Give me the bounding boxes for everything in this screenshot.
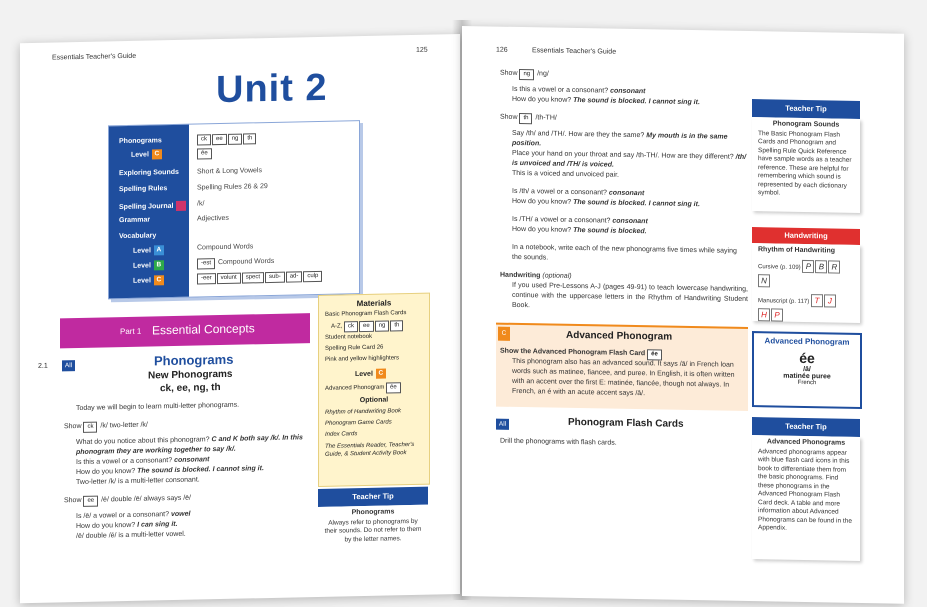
new-phonograms-list: ck, ee, ng, th [160, 382, 221, 395]
section-number: 2.1 [38, 362, 48, 370]
th-chip: th [519, 113, 532, 124]
materials-line-3: Spelling Rule Card 26 [325, 344, 384, 352]
th-question-2: Place your hand on your throat and say /th-TH/. How are they different? /th/ is unvoiced and /TH/ is voiced. [512, 149, 747, 169]
show-th-line: Show th /th-TH/ [500, 113, 557, 125]
teacher-tip-1-header: Teacher Tip [752, 99, 860, 119]
overview-level-b-label: Level B [133, 260, 164, 271]
overview-level-a-value: Compound Words [197, 243, 254, 252]
phonograms-heading: Phonograms [154, 351, 234, 369]
th-question-3: Is /th/ a vowel or a consonant? consonant [512, 187, 645, 198]
ck-chip: ck [83, 422, 97, 433]
phonogram-chip: ng [228, 134, 243, 145]
ee-question-2: How do you know? I can sing it. [76, 520, 178, 531]
overview-spelling-rules-value: Spelling Rules 26 & 29 [197, 183, 268, 192]
notebook-instruction: In a notebook, write each of the new phonograms five times while saying the sounds. [512, 243, 737, 262]
right-running-header: Essentials Teacher's Guide [532, 47, 617, 56]
th-question-6: How do you know? The sound is blocked. [512, 225, 647, 236]
overview-phonogram-chips [197, 133, 257, 145]
show-ee-line: Show ee /ē/ double /ē/ always says /ē/ [64, 494, 191, 508]
overview-level-c-phonogram: ée [197, 148, 213, 159]
advanced-show-line: Show the Advanced Phonogram Flash Card ée [500, 347, 663, 361]
handwriting-box-header: Handwriting [752, 227, 860, 245]
level-c-badge: C [154, 275, 164, 285]
ng-question-2: How do you know? The sound is blocked. I cannot sing it. [512, 95, 700, 107]
ck-question-3: How do you know? The sound is blocked. I cannot sing it. [76, 465, 264, 477]
materials-title: Materials [356, 298, 392, 309]
left-page-number: 125 [416, 46, 428, 54]
level-b-badge: B [154, 260, 164, 270]
banner-part-label: Part 1 [120, 326, 142, 337]
overview-phonograms-label: Phonograms [119, 137, 162, 146]
adv-card-glyph: ée [799, 349, 815, 367]
overview-journal-label: Spelling Journal [119, 201, 186, 212]
unit-overview-box [108, 120, 360, 299]
th-question-5: Is /TH/ a vowel or a consonant? consonant [512, 215, 648, 226]
advanced-phonogram-card [752, 331, 862, 409]
th-question-4: How do you know? The sound is blocked. I cannot sing it. [512, 197, 700, 209]
materials-optional-1: Rhythm of Handwriting Book [325, 408, 402, 416]
overview-exploring-label: Exploring Sounds [119, 168, 179, 178]
th-statement: This is a voiced and unvoiced pair. [512, 169, 620, 179]
show-ck-line: Show ck /k/ two-letter /k/ [64, 421, 148, 434]
materials-optional-2: Phonogram Game Cards [325, 419, 392, 427]
overview-spelling-rules-label: Spelling Rules [119, 185, 168, 194]
materials-level-label: Level C [355, 369, 386, 380]
show-ng-line: Show ng /ng/ [500, 69, 549, 81]
phonogram-chip: ee [212, 134, 227, 145]
phonogram-chip: th [243, 133, 256, 144]
overview-level-c-chips: -eer volunt spect sub- ad- culp [197, 271, 323, 285]
cursive-row-2: N [758, 274, 860, 289]
teacher-tip-2-header: Teacher Tip [752, 417, 860, 437]
cursive-row: Cursive (p. 109) P B R [758, 259, 860, 274]
left-running-header: Essentials Teacher's Guide [52, 52, 137, 62]
handwriting-box-title: Rhythm of Handwriting [758, 246, 835, 255]
materials-line-2: Student notebook [325, 333, 373, 341]
right-page [462, 26, 904, 604]
overview-level-a-label: Level A [133, 245, 164, 256]
handwriting-text: If you used Pre-Lessons A-J (pages 49-91) to teach lowercase handwriting, continue with the uppercase letters in the Rhythm of Handwriting Student Book. [512, 281, 748, 310]
ee-summary: /ē/ double /ē/ is a multi-letter vowel. [76, 530, 186, 541]
handwriting-box-body [752, 243, 860, 323]
advanced-level-c-badge: C [498, 327, 510, 341]
flash-cards-body: Drill the phonograms with flash cards. [500, 437, 617, 447]
overview-level-c2-label: Level C [133, 275, 164, 286]
th-question-1: Say /th/ and /TH/. How are they the same? My mouth is in the same position. [512, 129, 728, 148]
materials-optional-3: Index Cards [325, 431, 358, 438]
materials-line-4: Pink and yellow highlighters [325, 355, 400, 363]
teacher-tip-text: Always refer to phonograms by their sounds. Do not refer to them by the letter names. [324, 517, 422, 543]
teacher-tip-2-text: Advanced phonograms appear with blue flash card icons in this book to differentiate them from the basic phonograms. Find these phonograms in the Advanced Phonogram Flash Card deck. A table and more information about Advanced Phonograms can be found in the Appendix. [758, 447, 852, 532]
materials-optional-label: Optional [359, 396, 389, 405]
unit-title: Unit 2 [216, 66, 328, 112]
overview-vocabulary-label: Vocabulary [119, 232, 157, 241]
adv-card-title: Advanced Phonogram [764, 336, 850, 347]
ck-summary: Two-letter /k/ is a multi-letter consonant. [76, 476, 200, 487]
materials-optional-4: The Essentials Reader, Teacher's Guide, & Student Activity Book [325, 441, 415, 458]
level-c-badge: C [152, 149, 162, 159]
teacher-tip-1-body [752, 117, 860, 213]
adv-card-sound: /ā/ [803, 365, 811, 374]
teacher-tip-header: Teacher Tip [318, 487, 428, 507]
ng-chip: ng [519, 69, 534, 80]
materials-box [318, 293, 430, 487]
right-page-number: 126 [496, 46, 508, 54]
intro-text: Today we will begin to learn multi-letter phonograms. [76, 401, 240, 413]
adv-card-words: matinée puree [783, 372, 831, 381]
overview-grammar-value: Adjectives [197, 214, 229, 223]
teacher-tip-body [318, 505, 428, 551]
ck-question-2: Is this a vowel or a consonant? consonant [76, 456, 210, 467]
teacher-tip-2-title: Advanced Phonograms [766, 438, 846, 447]
advanced-phonogram-title: Advanced Phonogram [566, 329, 673, 343]
flash-all-badge: All [496, 419, 509, 430]
materials-line-1: Basic Phonogram Flash Cards [325, 310, 407, 318]
ee-chip: ee [83, 496, 98, 507]
manuscript-row-2: H P [758, 308, 860, 323]
phonogram-chip: ck [197, 134, 211, 145]
advanced-phonogram-section [496, 323, 748, 411]
handwriting-heading: Handwriting (optional) [500, 271, 572, 280]
materials-chips: A-Z, ck ee ng th [331, 320, 404, 333]
journal-icon [176, 201, 186, 211]
materials-advanced: Advanced Phonogram ée [325, 382, 402, 395]
ee-question-1: Is /ē/ a vowel or a consonant? vowel [76, 510, 191, 521]
overview-journal-value: /k/ [197, 200, 205, 208]
teacher-tip-1-title: Phonogram Sounds [772, 120, 840, 129]
overview-level-b-value: -est Compound Words [197, 257, 274, 270]
ck-question-1: What do you notice about this phonogram? C and K both say /k/. In this phonogram they are working together to say /k/. [76, 434, 303, 457]
all-level-badge: All [62, 360, 75, 371]
part-banner [60, 313, 310, 348]
manuscript-row: Manuscript (p. 117) T J [758, 293, 860, 308]
new-phonograms-heading: New Phonograms [148, 368, 233, 382]
left-page [20, 34, 460, 603]
flash-cards-title: Phonogram Flash Cards [568, 416, 684, 430]
adv-card-language: French [797, 379, 817, 387]
overview-level-label: Level C [131, 149, 162, 160]
overview-grammar-label: Grammar [119, 216, 151, 225]
teacher-tip-1-text: The Basic Phonogram Flash Cards and Phonogram and Spelling Rule Quick Reference have sample words as a teacher reference. These are helpful for remembering which sound is represented by each dictionary symbol. [758, 129, 852, 197]
overview-exploring-value: Short & Long Vowels [197, 167, 262, 176]
advanced-phonogram-body: This phonogram also has an advanced sound. It says /ā/ in French loan words such as matinee, fiancee, and puree. In English, it is often written with an accent over the first E: matinée, fiancée, though not always. In French, an é with an acute accent says /ā/. [512, 357, 735, 398]
ng-question-1: Is this a vowel or a consonant? consonant [512, 85, 646, 96]
teacher-tip-2-body [752, 435, 860, 561]
banner-title: Essential Concepts [152, 321, 255, 338]
teacher-tip-title: Phonograms [351, 508, 395, 517]
level-a-badge: A [154, 245, 164, 255]
